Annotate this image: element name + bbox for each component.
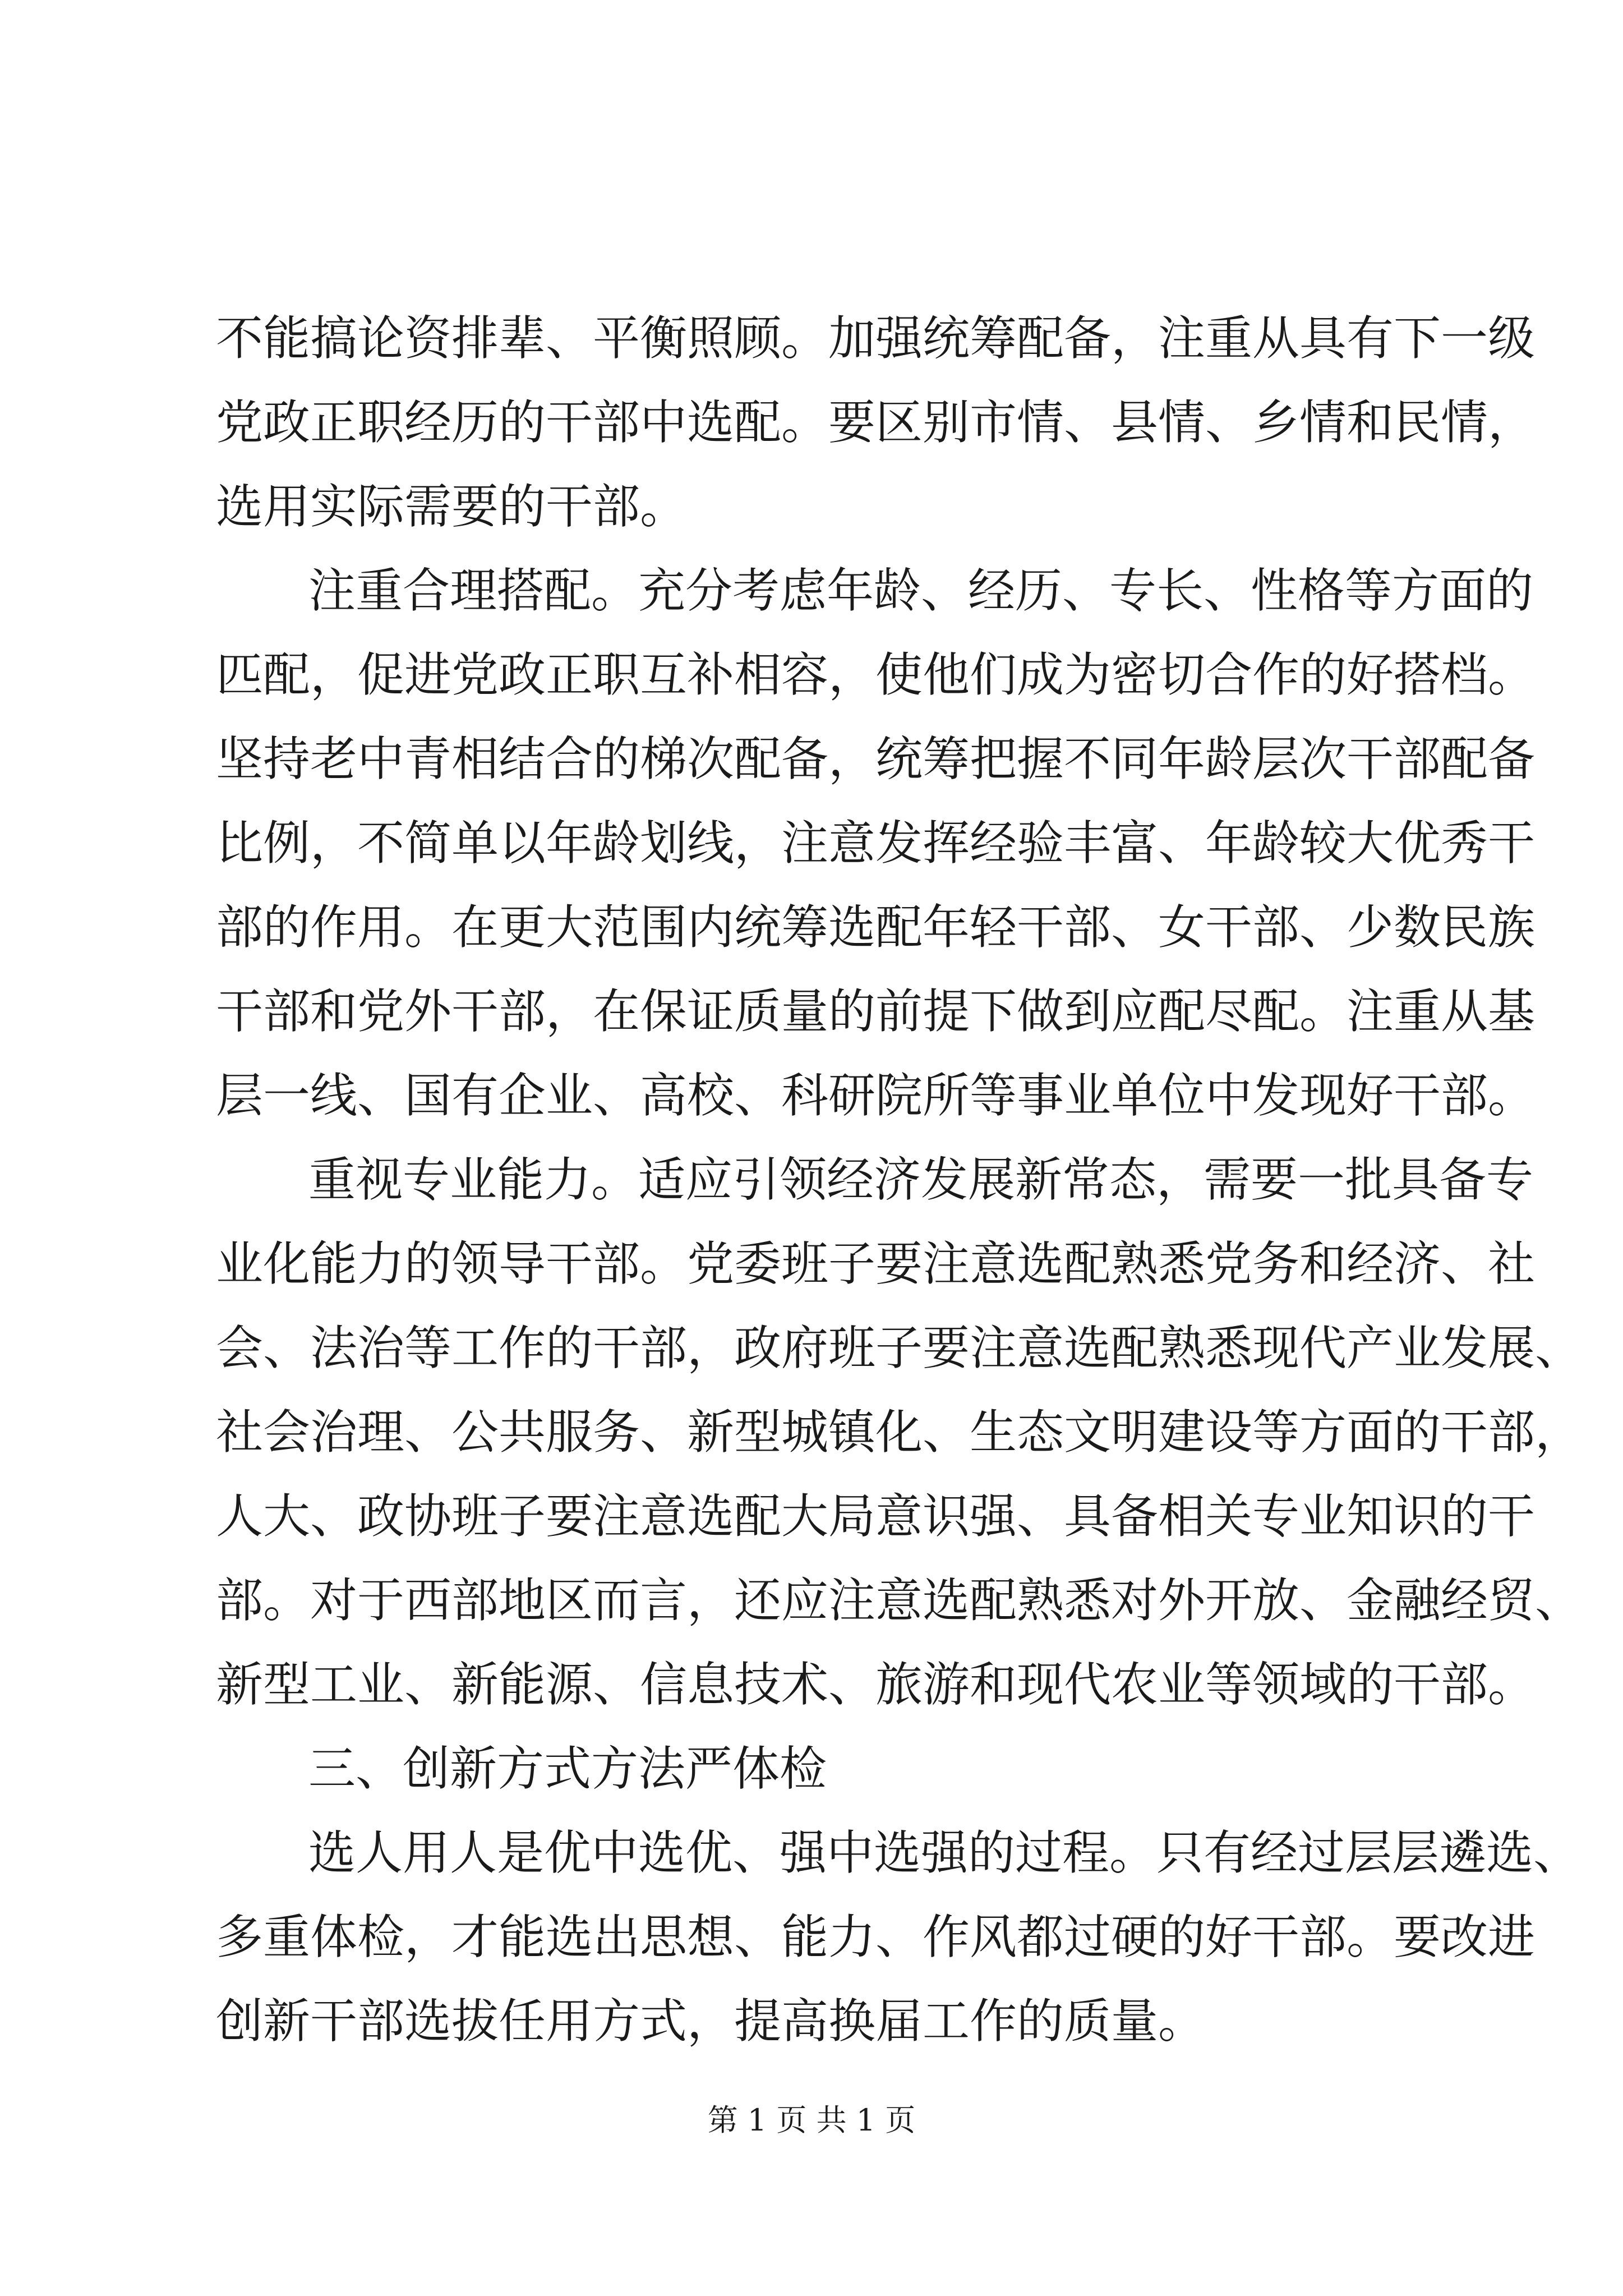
body-line: 业化能力的领导干部。党委班子要注意选配熟悉党务和经济、社 bbox=[216, 1236, 1536, 1291]
body-line: 比例，不简单以年龄划线，注意发挥经验丰富、年龄较大优秀干 bbox=[216, 816, 1536, 871]
body-line: 社会治理、公共服务、新型城镇化、生态文明建设等方面的干部， bbox=[216, 1405, 1583, 1460]
body-line: 层一线、国有企业、高校、科研院所等事业单位中发现好干部。 bbox=[216, 1068, 1536, 1123]
body-line: 人大、政协班子要注意选配大局意识强、具备相关专业知识的干 bbox=[216, 1489, 1536, 1544]
body-line: 党政正职经历的干部中选配。要区别市情、县情、乡情和民情， bbox=[216, 395, 1536, 450]
section-heading: 三、创新方式方法严体检 bbox=[308, 1741, 827, 1796]
body-line: 选人用人是优中选优、强中选强的过程。只有经过层层遴选、 bbox=[308, 1825, 1581, 1880]
body-line: 部。对于西部地区而言，还应注意选配熟悉对外开放、金融经贸、 bbox=[216, 1573, 1583, 1628]
body-line: 会、法治等工作的干部，政府班子要注意选配熟悉现代产业发展、 bbox=[216, 1320, 1583, 1375]
page-number-footer: 第 1 页 共 1 页 bbox=[707, 2102, 916, 2138]
body-line: 坚持老中青相结合的梯次配备，统筹把握不同年龄层次干部配备 bbox=[216, 731, 1536, 786]
body-line: 匹配，促进党政正职互补相容，使他们成为密切合作的好搭档。 bbox=[216, 647, 1536, 702]
body-line: 不能搞论资排辈、平衡照顾。加强统筹配备，注重从具有下一级 bbox=[216, 311, 1536, 366]
body-line: 部的作用。在更大范围内统筹选配年轻干部、女干部、少数民族 bbox=[216, 900, 1536, 955]
body-line: 干部和党外干部，在保证质量的前提下做到应配尽配。注重从基 bbox=[216, 984, 1536, 1039]
document-body bbox=[216, 296, 1583, 2063]
body-line: 创新干部选拔任用方式，提高换届工作的质量。 bbox=[216, 1994, 1206, 2049]
body-line: 选用实际需要的干部。 bbox=[216, 479, 688, 534]
body-line: 注重合理搭配。充分考虑年龄、经历、专长、性格等方面的 bbox=[308, 563, 1534, 618]
body-line: 重视专业能力。适应引领经济发展新常态，需要一批具备专 bbox=[308, 1152, 1534, 1207]
body-line: 新型工业、新能源、信息技术、旅游和现代农业等领域的干部。 bbox=[216, 1657, 1536, 1712]
body-line: 多重体检，才能选出思想、能力、作风都过硬的好干部。要改进 bbox=[216, 1910, 1536, 1964]
